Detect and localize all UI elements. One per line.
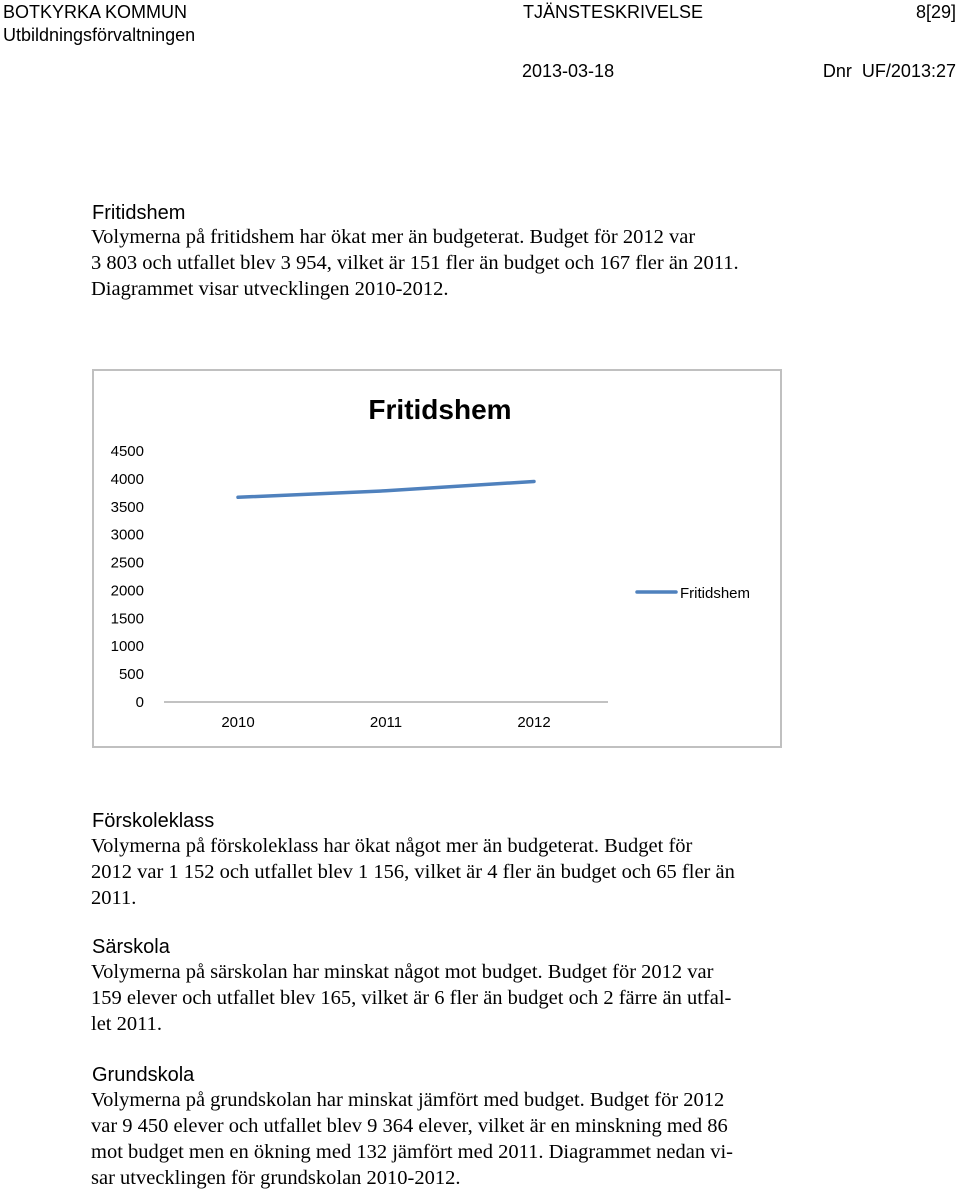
- y-tick-label: 2000: [111, 582, 144, 599]
- paragraph-forskoleklass: [91, 833, 735, 911]
- y-tick-label: 0: [136, 694, 144, 711]
- y-tick-label: 4000: [111, 471, 144, 488]
- header-page-number: 8[29]: [916, 1, 956, 23]
- y-tick-label: 500: [119, 666, 144, 683]
- y-tick-label: 1500: [111, 610, 144, 627]
- paragraph-line: 2011.: [91, 885, 735, 911]
- y-tick-label: 4500: [111, 443, 144, 460]
- header-doc-type: TJÄNSTESKRIVELSE: [523, 1, 703, 23]
- paragraph-line: Volymerna på särskolan har minskat något mot budget. Budget för 2012 var: [91, 959, 731, 985]
- paragraph-line: mot budget men en ökning med 132 jämfört med 2011. Diagrammet nedan vi-: [91, 1139, 733, 1165]
- chart-title: Fritidshem: [368, 394, 511, 425]
- paragraph-line: let 2011.: [91, 1011, 731, 1037]
- paragraph-line: Volymerna på förskoleklass har ökat något mer än budgeterat. Budget för: [91, 833, 735, 859]
- header-dnr: Dnr UF/2013:27: [823, 60, 956, 82]
- x-tick-label: 2012: [517, 714, 550, 731]
- paragraph-line: var 9 450 elever och utfallet blev 9 364 elever, vilket är en minskning med 86: [91, 1113, 733, 1139]
- y-tick-label: 3000: [111, 527, 144, 544]
- section-heading-grundskola: Grundskola: [92, 1062, 194, 1088]
- paragraph-line: Volymerna på grundskolan har minskat jämfört med budget. Budget för 2012: [91, 1087, 733, 1113]
- x-tick-label: 2010: [221, 714, 254, 731]
- y-tick-label: 2500: [111, 555, 144, 572]
- paragraph-line: 3 803 och utfallet blev 3 954, vilket är 151 fler än budget och 167 fler än 2011.: [91, 250, 739, 276]
- paragraph-line: 2012 var 1 152 och utfallet blev 1 156, vilket är 4 fler än budget och 65 fler än: [91, 859, 735, 885]
- section-heading-forskoleklass: Förskoleklass: [92, 808, 214, 834]
- x-tick-label: 2011: [370, 714, 402, 731]
- chart-fritidshem: [92, 369, 782, 748]
- paragraph-line: Volymerna på fritidshem har ökat mer än budgeterat. Budget för 2012 var: [91, 224, 739, 250]
- legend-label: Fritidshem: [680, 585, 750, 602]
- chart-canvas: [94, 371, 780, 746]
- header-org: BOTKYRKA KOMMUN: [3, 1, 187, 23]
- paragraph-line: Diagrammet visar utvecklingen 2010-2012.: [91, 276, 739, 302]
- paragraph-line: sar utvecklingen för grundskolan 2010-2012.: [91, 1165, 733, 1191]
- section-heading-sarskola: Särskola: [92, 934, 170, 960]
- paragraph-sarskola: [91, 959, 731, 1037]
- paragraph-line: 159 elever och utfallet blev 165, vilket är 6 fler än budget och 2 färre än utfal-: [91, 985, 731, 1011]
- section-heading-fritidshem: Fritidshem: [92, 200, 185, 226]
- header-department: Utbildningsförvaltningen: [3, 24, 195, 46]
- header-date: 2013-03-18: [522, 60, 614, 82]
- paragraph-grundskola: [91, 1087, 733, 1191]
- paragraph-fritidshem: [91, 224, 739, 302]
- y-tick-label: 1000: [111, 638, 144, 655]
- series-line-fritidshem: [238, 481, 534, 497]
- y-tick-label: 3500: [111, 499, 144, 516]
